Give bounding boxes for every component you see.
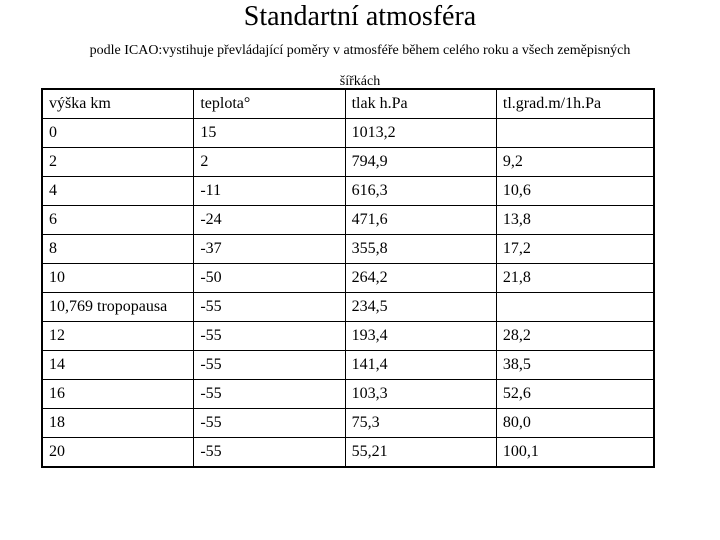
table-row (42, 409, 654, 438)
cell-pressure: 75,3 (345, 409, 496, 438)
cell-altitude: 4 (42, 177, 194, 206)
cell-pressure-gradient (496, 293, 654, 322)
cell-pressure: 103,3 (345, 380, 496, 409)
cell-pressure-gradient: 80,0 (496, 409, 654, 438)
cell-temperature: -55 (194, 351, 345, 380)
cell-temperature: -55 (194, 380, 345, 409)
cell-pressure-gradient: 13,8 (496, 206, 654, 235)
table-row (42, 264, 654, 293)
cell-altitude: 0 (42, 119, 194, 148)
cell-pressure-gradient: 38,5 (496, 351, 654, 380)
cell-pressure: 141,4 (345, 351, 496, 380)
header-altitude: výška km (42, 89, 194, 119)
cell-temperature: -55 (194, 409, 345, 438)
table-row (42, 206, 654, 235)
cell-temperature: -37 (194, 235, 345, 264)
cell-pressure-gradient: 17,2 (496, 235, 654, 264)
cell-altitude: 14 (42, 351, 194, 380)
cell-temperature: -55 (194, 438, 345, 468)
cell-temperature: -11 (194, 177, 345, 206)
cell-pressure-gradient: 28,2 (496, 322, 654, 351)
table-row (42, 380, 654, 409)
cell-pressure: 616,3 (345, 177, 496, 206)
cell-pressure-gradient: 21,8 (496, 264, 654, 293)
cell-altitude: 12 (42, 322, 194, 351)
cell-pressure: 794,9 (345, 148, 496, 177)
header-pressure-gradient: tl.grad.m/1h.Pa (496, 89, 654, 119)
cell-temperature: -24 (194, 206, 345, 235)
cell-altitude: 2 (42, 148, 194, 177)
cell-pressure: 1013,2 (345, 119, 496, 148)
cell-pressure: 193,4 (345, 322, 496, 351)
cell-pressure: 355,8 (345, 235, 496, 264)
table-row (42, 293, 654, 322)
cell-temperature: -55 (194, 322, 345, 351)
table-row (42, 148, 654, 177)
table-row (42, 438, 654, 468)
cell-altitude: 10 (42, 264, 194, 293)
cell-pressure: 234,5 (345, 293, 496, 322)
cell-pressure-gradient (496, 119, 654, 148)
table-row (42, 177, 654, 206)
cell-pressure-gradient: 100,1 (496, 438, 654, 468)
cell-temperature: -55 (194, 293, 345, 322)
cell-temperature: 2 (194, 148, 345, 177)
cell-pressure: 471,6 (345, 206, 496, 235)
cell-pressure: 264,2 (345, 264, 496, 293)
cell-pressure-gradient: 10,6 (496, 177, 654, 206)
table-row (42, 235, 654, 264)
cell-temperature: -50 (194, 264, 345, 293)
atmosphere-table (41, 88, 655, 468)
cell-altitude: 6 (42, 206, 194, 235)
table-header-row (42, 89, 654, 119)
page-subtitle: podle ICAO:vystihuje převládající poměry v atmosféře během celého roku a všech zeměpisných šířkách (89, 43, 631, 89)
cell-altitude: 8 (42, 235, 194, 264)
table-row (42, 351, 654, 380)
cell-temperature: 15 (194, 119, 345, 148)
cell-altitude: 10,769 tropopausa (42, 293, 194, 322)
header-temperature: teplota° (194, 89, 345, 119)
header-pressure: tlak h.Pa (345, 89, 496, 119)
page-title: Standartní atmosféra (243, 1, 477, 32)
table-row (42, 322, 654, 351)
cell-altitude: 18 (42, 409, 194, 438)
cell-pressure: 55,21 (345, 438, 496, 468)
cell-pressure-gradient: 9,2 (496, 148, 654, 177)
table-row (42, 119, 654, 148)
cell-pressure-gradient: 52,6 (496, 380, 654, 409)
cell-altitude: 20 (42, 438, 194, 468)
cell-altitude: 16 (42, 380, 194, 409)
